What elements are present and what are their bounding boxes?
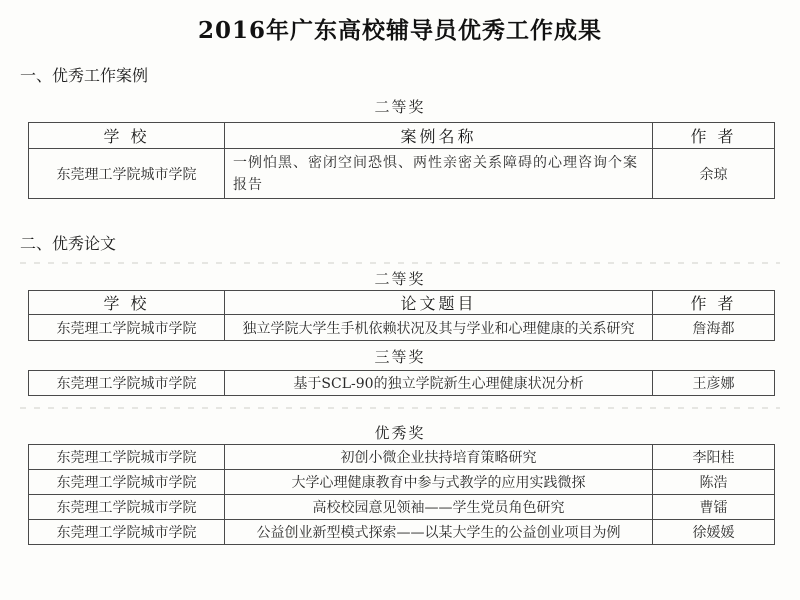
cell-author: 余琼: [653, 149, 775, 199]
scan-noise-divider: [20, 262, 780, 264]
cell-author: 曹镭: [653, 495, 775, 520]
section-heading-cases: 一、优秀工作案例: [20, 66, 149, 85]
table-row: [29, 495, 775, 520]
papers-second-table: [28, 290, 775, 341]
cell-author: 王彦娜: [653, 371, 775, 396]
award-label-papers-second: 二等奖: [374, 270, 426, 288]
header-author: 作 者: [653, 123, 775, 149]
header-author: 作 者: [653, 291, 775, 315]
header-paper-title: 论文题目: [225, 291, 653, 315]
cell-school: 东莞理工学院城市学院: [29, 445, 225, 470]
cell-school: 东莞理工学院城市学院: [29, 495, 225, 520]
document-title: 2016年广东高校辅导员优秀工作成果: [197, 17, 602, 44]
table-row: [29, 445, 775, 470]
cell-school: 东莞理工学院城市学院: [29, 149, 225, 199]
table-row: [29, 149, 775, 199]
cell-case-name: 一例怕黑、密闭空间恐惧、两性亲密关系障碍的心理咨询个案报告: [225, 149, 653, 199]
table-header-row: [29, 123, 775, 149]
cell-paper-title: 公益创业新型模式探索——以某大学生的公益创业项目为例: [225, 520, 653, 545]
cell-paper-title: 高校校园意见领袖——学生党员角色研究: [225, 495, 653, 520]
table-row: [29, 371, 775, 396]
cell-author: 陈浩: [653, 470, 775, 495]
cell-school: 东莞理工学院城市学院: [29, 520, 225, 545]
table-row: [29, 520, 775, 545]
cell-paper-title: 初创小微企业扶持培育策略研究: [225, 445, 653, 470]
cases-table: [28, 122, 775, 199]
header-school: 学 校: [29, 291, 225, 315]
section-heading-papers: 二、优秀论文: [20, 234, 117, 253]
cell-author: 詹海都: [653, 315, 775, 341]
cell-paper-title: 大学心理健康教育中参与式教学的应用实践微探: [225, 470, 653, 495]
cell-author: 李阳桂: [653, 445, 775, 470]
cell-school: 东莞理工学院城市学院: [29, 470, 225, 495]
header-case-name: 案例名称: [225, 123, 653, 149]
award-label-cases-second: 二等奖: [374, 98, 426, 116]
papers-excellent-table: [28, 444, 775, 545]
cell-paper-title: 基于SCL-90的独立学院新生心理健康状况分析: [225, 371, 653, 396]
papers-third-table: [28, 370, 775, 396]
table-row: [29, 470, 775, 495]
cell-paper-title: 独立学院大学生手机依赖状况及其与学业和心理健康的关系研究: [225, 315, 653, 341]
cell-author: 徐媛媛: [653, 520, 775, 545]
award-label-papers-third: 三等奖: [374, 348, 426, 366]
table-header-row: [29, 291, 775, 315]
cell-school: 东莞理工学院城市学院: [29, 371, 225, 396]
header-school: 学 校: [29, 123, 225, 149]
award-label-papers-excellent: 优秀奖: [374, 424, 426, 442]
table-row: [29, 315, 775, 341]
scan-noise-divider: [20, 407, 780, 409]
cell-school: 东莞理工学院城市学院: [29, 315, 225, 341]
